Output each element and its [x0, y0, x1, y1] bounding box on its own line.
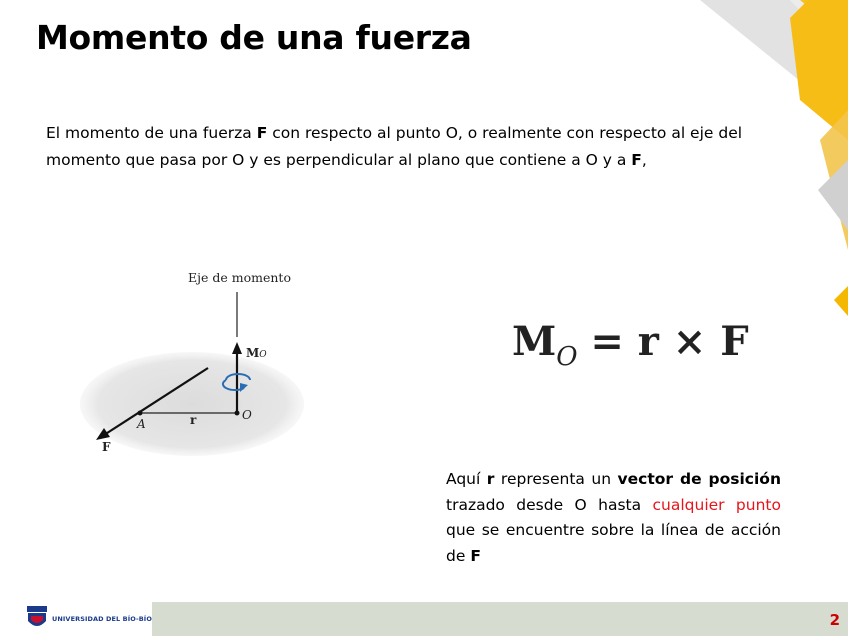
intro-paragraph: El momento de una fuerza F con respecto al punto O, o realmente con respecto al eje del momento que pasa por O y es perpendicular al plano que contiene a O y a F,	[46, 124, 743, 169]
moment-diagram-drawing	[80, 262, 310, 462]
shield-icon	[26, 605, 48, 631]
footer-bar	[152, 602, 848, 636]
highlight-text: cualquier punto	[652, 495, 781, 514]
moment-diagram	[80, 262, 310, 462]
point-a-label: A	[137, 417, 146, 431]
page-number: 2	[829, 611, 840, 629]
force-f-label: F	[102, 440, 111, 454]
moment-arrowhead	[232, 342, 242, 354]
moment-label: MO	[246, 346, 267, 360]
explanation-paragraph: Aquí r representa un vector de posición trazado desde O hasta cualquier punto que se encuentre sobre la línea de acción de F	[446, 470, 781, 565]
axis-label: Eje de momento	[188, 270, 291, 285]
point-o-dot	[235, 411, 240, 416]
logo-text: UNIVERSIDAD DEL BÍO-BÍO	[52, 615, 152, 623]
point-o-label: O	[242, 408, 252, 422]
moment-formula: $M_O = r \times F$	[512, 318, 749, 372]
university-logo	[14, 603, 154, 633]
plane-shade	[80, 352, 304, 456]
vector-r-label: r	[190, 413, 197, 427]
page-title: Momento de una fuerza	[36, 18, 472, 57]
